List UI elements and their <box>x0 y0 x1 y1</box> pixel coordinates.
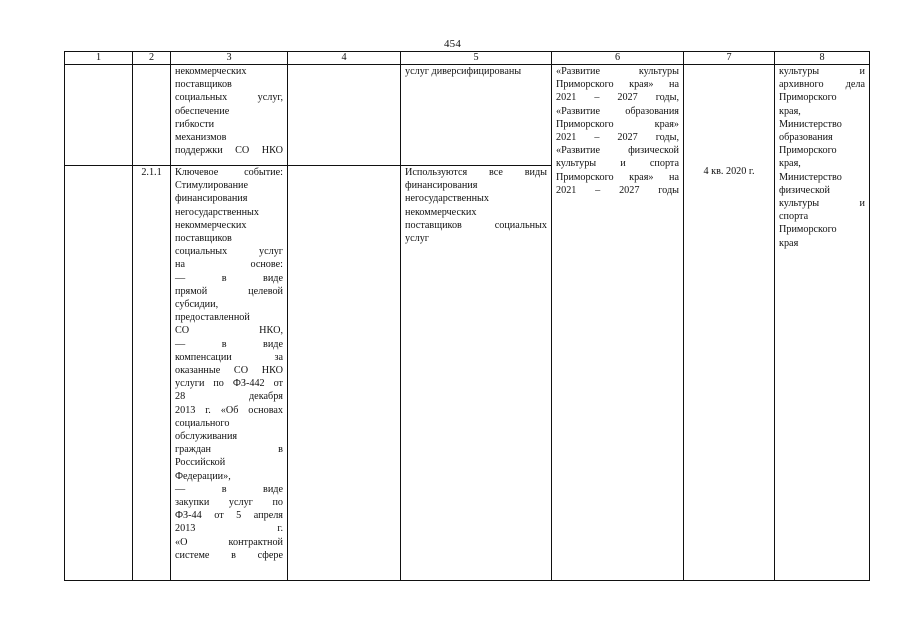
row2-col1 <box>65 166 133 581</box>
header-cell-3: 3 <box>171 52 288 65</box>
text-line: Стимулирование <box>175 180 249 192</box>
text-line: спорта <box>779 211 809 223</box>
text-line: ФЗ-44 от 5 апреля <box>175 510 283 522</box>
text-line: Приморского края» на <box>556 171 679 183</box>
text-line: культуры и <box>779 66 865 77</box>
row2-col3 <box>171 166 288 581</box>
text-line: поддержки СО НКО <box>175 145 283 157</box>
text-line: края <box>779 237 799 249</box>
text-line: «О контрактной <box>175 536 283 548</box>
text-line: «Развитие физической <box>556 145 679 157</box>
text-line: физической <box>779 184 830 196</box>
row1-col5-text: услуг диверсифицированы <box>405 66 522 77</box>
text-line: прямой целевой <box>175 285 283 297</box>
header-cell-4: 4 <box>288 52 401 65</box>
header-cell-8: 8 <box>775 52 870 65</box>
row1-col3 <box>171 65 288 166</box>
table-row <box>65 65 870 166</box>
text-line: обеспечение <box>175 105 230 117</box>
text-line: финансирования <box>405 180 478 192</box>
header-cell-6: 6 <box>552 52 684 65</box>
text-line: культуры и <box>779 198 865 210</box>
text-line: — в виде <box>175 338 283 350</box>
row2-col4 <box>288 166 401 581</box>
header-cell-2: 2 <box>133 52 171 65</box>
text-line: Приморского края» <box>556 118 679 130</box>
text-line: — в виде <box>175 483 283 495</box>
text-line: Ключевое событие: <box>175 167 283 178</box>
text-line: 28 декабря <box>175 391 283 403</box>
document-table <box>64 51 870 581</box>
responsible-cell <box>775 65 870 581</box>
text-line: закупки услуг по <box>175 497 283 509</box>
text-line: оказанные СО НКО <box>175 365 283 377</box>
row1-col2 <box>133 65 171 166</box>
header-cell-5: 5 <box>401 52 552 65</box>
page-number: 454 <box>443 38 462 50</box>
text-line: гибкости <box>175 118 215 130</box>
text-line: Федерации», <box>175 470 231 482</box>
text-line: поставщиков <box>175 79 232 91</box>
text-line: Приморского края» на <box>556 79 679 91</box>
text-line: Используются все виды <box>405 167 547 178</box>
text-line: 2021 – 2027 годы, <box>556 132 679 144</box>
row1-col5 <box>401 65 552 166</box>
text-line: Приморского <box>779 92 837 104</box>
text-line: негосударственных <box>405 193 489 205</box>
row2-col2: 2.1.1 <box>133 166 171 581</box>
deadline-text: 4 кв. 2020 г. <box>703 166 755 177</box>
text-line: системе в сфере <box>175 549 283 561</box>
text-line: края, <box>779 158 801 170</box>
text-line: социального <box>175 417 230 429</box>
text-line: на основе: <box>175 259 283 271</box>
text-line: поставщиков <box>175 233 232 245</box>
text-line: предоставленной <box>175 312 250 324</box>
text-line: Российской <box>175 457 226 469</box>
text-line: социальных услуг, <box>175 92 283 104</box>
text-line: услуги по ФЗ-442 от <box>175 378 283 390</box>
header-cell-1: 1 <box>65 52 133 65</box>
text-line: услуг <box>405 233 429 245</box>
text-line: Министерство <box>779 171 842 183</box>
text-line: «Развитие образования <box>556 105 679 117</box>
header-cell-7: 7 <box>684 52 775 65</box>
text-line: Министерство <box>779 118 842 130</box>
deadline-cell <box>684 65 775 581</box>
text-line: социальных услуг <box>175 246 283 258</box>
text-line: некоммерческих <box>175 66 247 77</box>
text-line: — в виде <box>175 272 283 284</box>
row1-col1 <box>65 65 133 166</box>
text-line: 2013 г. «Об основах <box>175 404 283 416</box>
text-line: архивного дела <box>779 79 865 91</box>
text-line: негосударственных <box>175 206 259 218</box>
text-line: механизмов <box>175 132 227 144</box>
text-line: СО НКО, <box>175 325 283 337</box>
text-line: 2013 г. <box>175 523 283 535</box>
text-line: некоммерческих <box>405 206 477 218</box>
text-line: «Развитие культуры <box>556 66 679 77</box>
text-line: края, <box>779 105 801 117</box>
text-line: субсидии, <box>175 299 219 311</box>
text-line: образования <box>779 132 833 144</box>
header-row <box>65 52 870 65</box>
programs-cell <box>552 65 684 581</box>
row2-col5 <box>401 166 552 581</box>
text-line: компенсации за <box>175 351 283 363</box>
text-line: финансирования <box>175 193 248 205</box>
text-line: некоммерческих <box>175 219 247 231</box>
row1-col4 <box>288 65 401 166</box>
text-line: обслуживания <box>175 431 238 443</box>
text-line: 2021 – 2027 годы <box>556 184 679 196</box>
text-line: 2021 – 2027 годы, <box>556 92 679 104</box>
text-line: граждан в <box>175 444 283 456</box>
text-line: Приморского <box>779 224 837 236</box>
text-line: поставщиков социальных <box>405 219 547 231</box>
text-line: Приморского <box>779 145 837 157</box>
text-line: культуры и спорта <box>556 158 679 170</box>
